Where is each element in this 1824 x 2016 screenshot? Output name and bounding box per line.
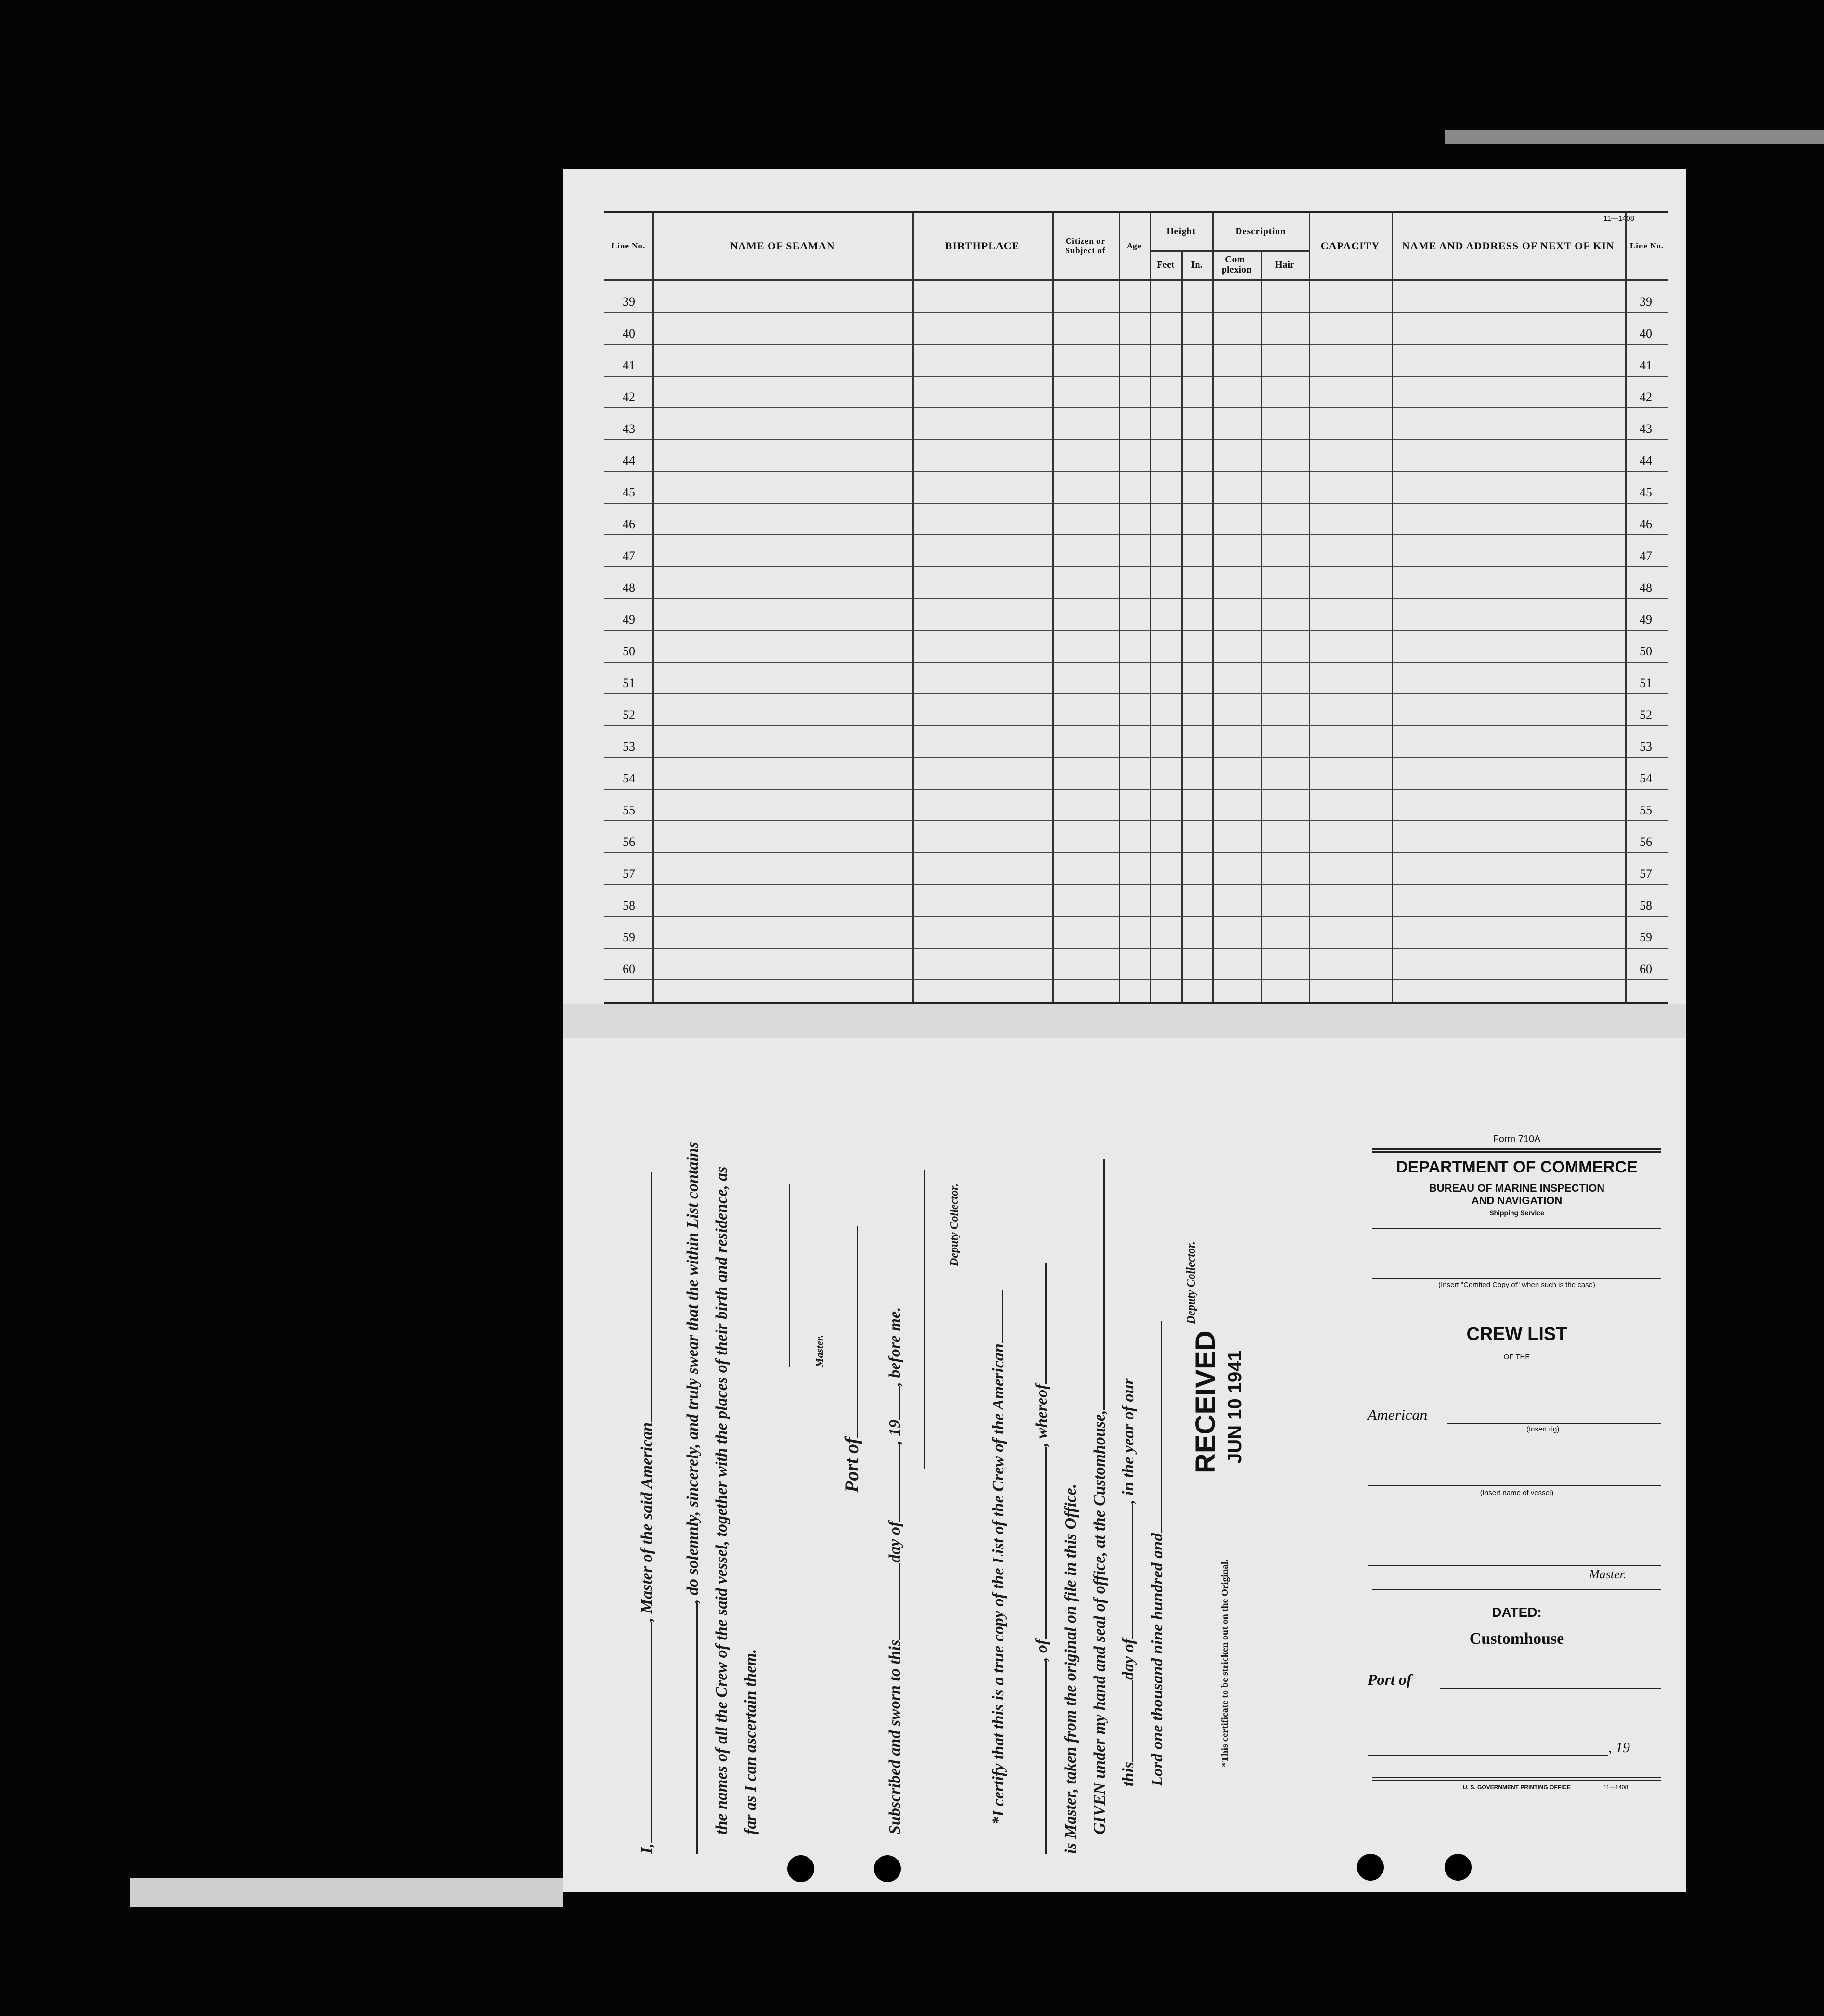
blank-line [1372, 1278, 1661, 1279]
blank-line [696, 1603, 698, 1854]
table-row [604, 376, 1668, 408]
lord-line: Lord one thousand nine hundred and [1141, 1321, 1174, 1786]
col-divider [1119, 279, 1120, 1002]
table-row [604, 312, 1668, 345]
line-number-left: 42 [623, 390, 635, 404]
table-row [604, 534, 1668, 567]
date-field [1368, 1755, 1608, 1756]
oath-line-4: far as I can ascertain them. [742, 1649, 759, 1834]
port-field [1440, 1688, 1661, 1689]
line-number-left: 43 [623, 422, 635, 436]
line-number-right: 48 [1640, 581, 1652, 595]
scanner-edge-bottom [130, 1878, 563, 1907]
american-label: American [1368, 1406, 1428, 1423]
header-complexion: Com-plexion [1212, 250, 1262, 281]
line-number-right: 53 [1640, 740, 1652, 754]
customhouse-label: Customhouse [1469, 1630, 1564, 1648]
oath-line-1: I,, Master of the said American [631, 1172, 664, 1854]
line-number-left: 58 [623, 898, 635, 912]
blank-line [651, 1622, 652, 1843]
line-number-right: 41 [1640, 358, 1652, 372]
col-divider [1150, 279, 1151, 1002]
port-of-label: Port of [1368, 1671, 1412, 1688]
line-number-right: 59 [1640, 930, 1652, 944]
line-number-left: 50 [623, 644, 635, 658]
crew-list-title: CREW LIST [1466, 1324, 1567, 1344]
line-number-right: 57 [1640, 867, 1652, 881]
punch-hole [1357, 1854, 1384, 1881]
master-label: Master. [1589, 1567, 1627, 1581]
oath-line-3: the names of all the Crew of the said vessel, together with the places of their birth and residence, as [713, 1166, 730, 1834]
blank-line [924, 1170, 925, 1469]
line-number-left: 53 [623, 740, 635, 754]
line-number-left: 51 [623, 676, 635, 690]
bureau-line-1: BUREAU OF MARINE INSPECTION [1429, 1182, 1605, 1194]
rule [1372, 1777, 1661, 1778]
line-number-right: 47 [1640, 549, 1652, 563]
deputy-collector-2: Deputy Collector. [1185, 1241, 1198, 1324]
certify-line-3: is Master, taken from the original on file in this Office. [1062, 1483, 1080, 1854]
header-line-no-left: Line No. [604, 213, 654, 281]
blank-line [1161, 1321, 1162, 1533]
col-divider [1625, 279, 1627, 1002]
header-next-of-kin: NAME AND ADDRESS OF NEXT OF KIN [1392, 213, 1627, 281]
blank-line [1132, 1504, 1133, 1639]
rule [1372, 1151, 1661, 1153]
line-number-right: 58 [1640, 898, 1652, 912]
blank-line [789, 1184, 790, 1367]
port-of-line: Port of [835, 1226, 868, 1493]
master-field [1368, 1565, 1661, 1566]
blank-line [1045, 1447, 1047, 1639]
blank-line [1103, 1159, 1105, 1410]
header-capacity: CAPACITY [1309, 213, 1393, 281]
crew-table [604, 211, 1668, 1004]
line-number-left: 48 [623, 581, 635, 595]
blank-line [1002, 1290, 1003, 1343]
header-citizen: Citizen or Subject of [1052, 213, 1120, 281]
line-number-left: 44 [623, 454, 635, 468]
blank-line [1045, 1263, 1047, 1384]
header-birthplace: BIRTHPLACE [912, 213, 1054, 281]
blank-line [1045, 1661, 1047, 1854]
line-number-left: 49 [623, 612, 635, 626]
line-number-right: 55 [1640, 803, 1652, 817]
blank-line [1132, 1680, 1133, 1762]
line-number-left: 59 [623, 930, 635, 944]
fold-crease [563, 1004, 1686, 1038]
table-row [604, 852, 1668, 885]
table-row [604, 344, 1668, 377]
table-row [604, 280, 1668, 313]
gpo-number: 11—1408 [1603, 1784, 1629, 1791]
line-number-left: 56 [623, 835, 635, 849]
table-row [604, 503, 1668, 535]
rig-field [1447, 1423, 1661, 1424]
bureau-line-2: AND NAVIGATION [1471, 1195, 1563, 1207]
table-row [604, 471, 1668, 504]
punch-hole [874, 1855, 901, 1882]
col-divider [1212, 279, 1214, 1002]
blank-line [899, 1444, 900, 1522]
line-number-left: 52 [623, 708, 635, 722]
table-row [604, 693, 1668, 726]
line-number-right: 49 [1640, 612, 1652, 626]
col-divider [1181, 279, 1183, 1002]
col-divider [652, 279, 654, 1002]
certify-line-1: *I certify that this is a true copy of the List of the Crew of the American [982, 1290, 1015, 1825]
dated-label: DATED: [1492, 1605, 1542, 1620]
form-number: Form 710A [1493, 1134, 1541, 1145]
line-number-right: 52 [1640, 708, 1652, 722]
col-divider [1261, 279, 1262, 1002]
table-row [604, 789, 1668, 821]
table-row [604, 439, 1668, 472]
oath-line-2: , do solemnly, sincerely, and truly swear that the within List contains [677, 1142, 709, 1854]
certify-line-2: , of, whereof [1026, 1263, 1058, 1854]
line-number-right: 44 [1640, 454, 1652, 468]
line-number-right: 50 [1640, 644, 1652, 658]
line-number-left: 57 [623, 867, 635, 881]
this-day-line: thisday of, in the year of our [1120, 1378, 1137, 1786]
table-row [604, 916, 1668, 949]
of-the: OF THE [1503, 1353, 1530, 1361]
col-divider [1052, 279, 1054, 1002]
line-number-left: 47 [623, 549, 635, 563]
table-row [604, 598, 1668, 631]
rule [1372, 1589, 1661, 1590]
line-number-left: 39 [623, 295, 635, 309]
line-number-left: 40 [623, 326, 635, 340]
form-number-top: 11—1408 [1603, 214, 1634, 222]
insert-certified-note: (Insert "Certified Copy of" when such is the case) [1438, 1281, 1595, 1289]
header-name-of-seaman: NAME OF SEAMAN [652, 213, 914, 281]
table-row [604, 566, 1668, 599]
table-row [604, 407, 1668, 440]
line-number-left: 55 [623, 803, 635, 817]
blank-line [899, 1563, 900, 1640]
line-number-right: 54 [1640, 771, 1652, 785]
year-label: , 19 [1608, 1740, 1630, 1756]
blank-line [857, 1226, 858, 1438]
col-divider [1392, 279, 1393, 1002]
header-age: Age [1119, 213, 1151, 281]
line-number-left: 54 [623, 771, 635, 785]
master-signature: Master. [770, 1184, 836, 1367]
insert-vessel-note: (Insert name of vessel) [1480, 1489, 1554, 1497]
footnote: *This certificate to be stricken out on the Original. [1220, 1559, 1230, 1767]
table-row [604, 948, 1668, 980]
table-row [604, 757, 1668, 790]
line-number-right: 51 [1640, 676, 1652, 690]
rule [1372, 1228, 1661, 1229]
rule [1372, 1148, 1661, 1150]
table-row [604, 725, 1668, 758]
punch-hole [1445, 1854, 1472, 1881]
oath-block [612, 1141, 1334, 1854]
header-line-no-right: Line No. [1625, 213, 1668, 281]
given-line: GIVEN under my hand and seal of office, at the Customhouse, [1083, 1159, 1116, 1834]
line-number-right: 43 [1640, 422, 1652, 436]
line-number-left: 45 [623, 485, 635, 499]
punch-hole [787, 1855, 814, 1882]
col-divider [912, 279, 914, 1002]
header-hair: Hair [1261, 250, 1310, 281]
header-height: Height [1150, 213, 1214, 252]
line-number-left: 41 [623, 358, 635, 372]
line-number-right: 56 [1640, 835, 1652, 849]
department: DEPARTMENT OF COMMERCE [1396, 1158, 1638, 1176]
line-number-right: 39 [1640, 295, 1652, 309]
blank-line [899, 1386, 900, 1420]
table-row [604, 630, 1668, 663]
line-number-right: 60 [1640, 962, 1652, 976]
line-number-right: 45 [1640, 485, 1652, 499]
line-number-right: 46 [1640, 517, 1652, 531]
line-number-right: 42 [1640, 390, 1652, 404]
header-description: Description [1212, 213, 1310, 252]
header-feet: Feet [1150, 250, 1183, 281]
vessel-name-field [1368, 1485, 1661, 1486]
cover-panel [1368, 1134, 1656, 1798]
line-number-left: 60 [623, 962, 635, 976]
table-row [604, 820, 1668, 853]
gpo-imprint: U. S. GOVERNMENT PRINTING OFFICE [1462, 1784, 1571, 1791]
line-number-left: 46 [623, 517, 635, 531]
rule [1372, 1780, 1661, 1781]
table-row [604, 884, 1668, 917]
blank-line [651, 1172, 652, 1422]
subscribed-line: Subscribed and sworn to thisday of, 19, before me. [886, 1307, 904, 1834]
header-inches: In. [1181, 250, 1214, 281]
line-number-right: 40 [1640, 326, 1652, 340]
deputy-collector-1: Deputy Collector. [905, 1170, 971, 1469]
insert-rig-note: (Insert rig) [1526, 1425, 1560, 1433]
shipping-service: Shipping Service [1489, 1209, 1544, 1217]
col-divider [1309, 279, 1310, 1002]
received-stamp: RECEIVED JUN 10 1941 [1190, 1330, 1246, 1473]
table-row [604, 662, 1668, 694]
scanner-edge-top [1445, 130, 1824, 144]
